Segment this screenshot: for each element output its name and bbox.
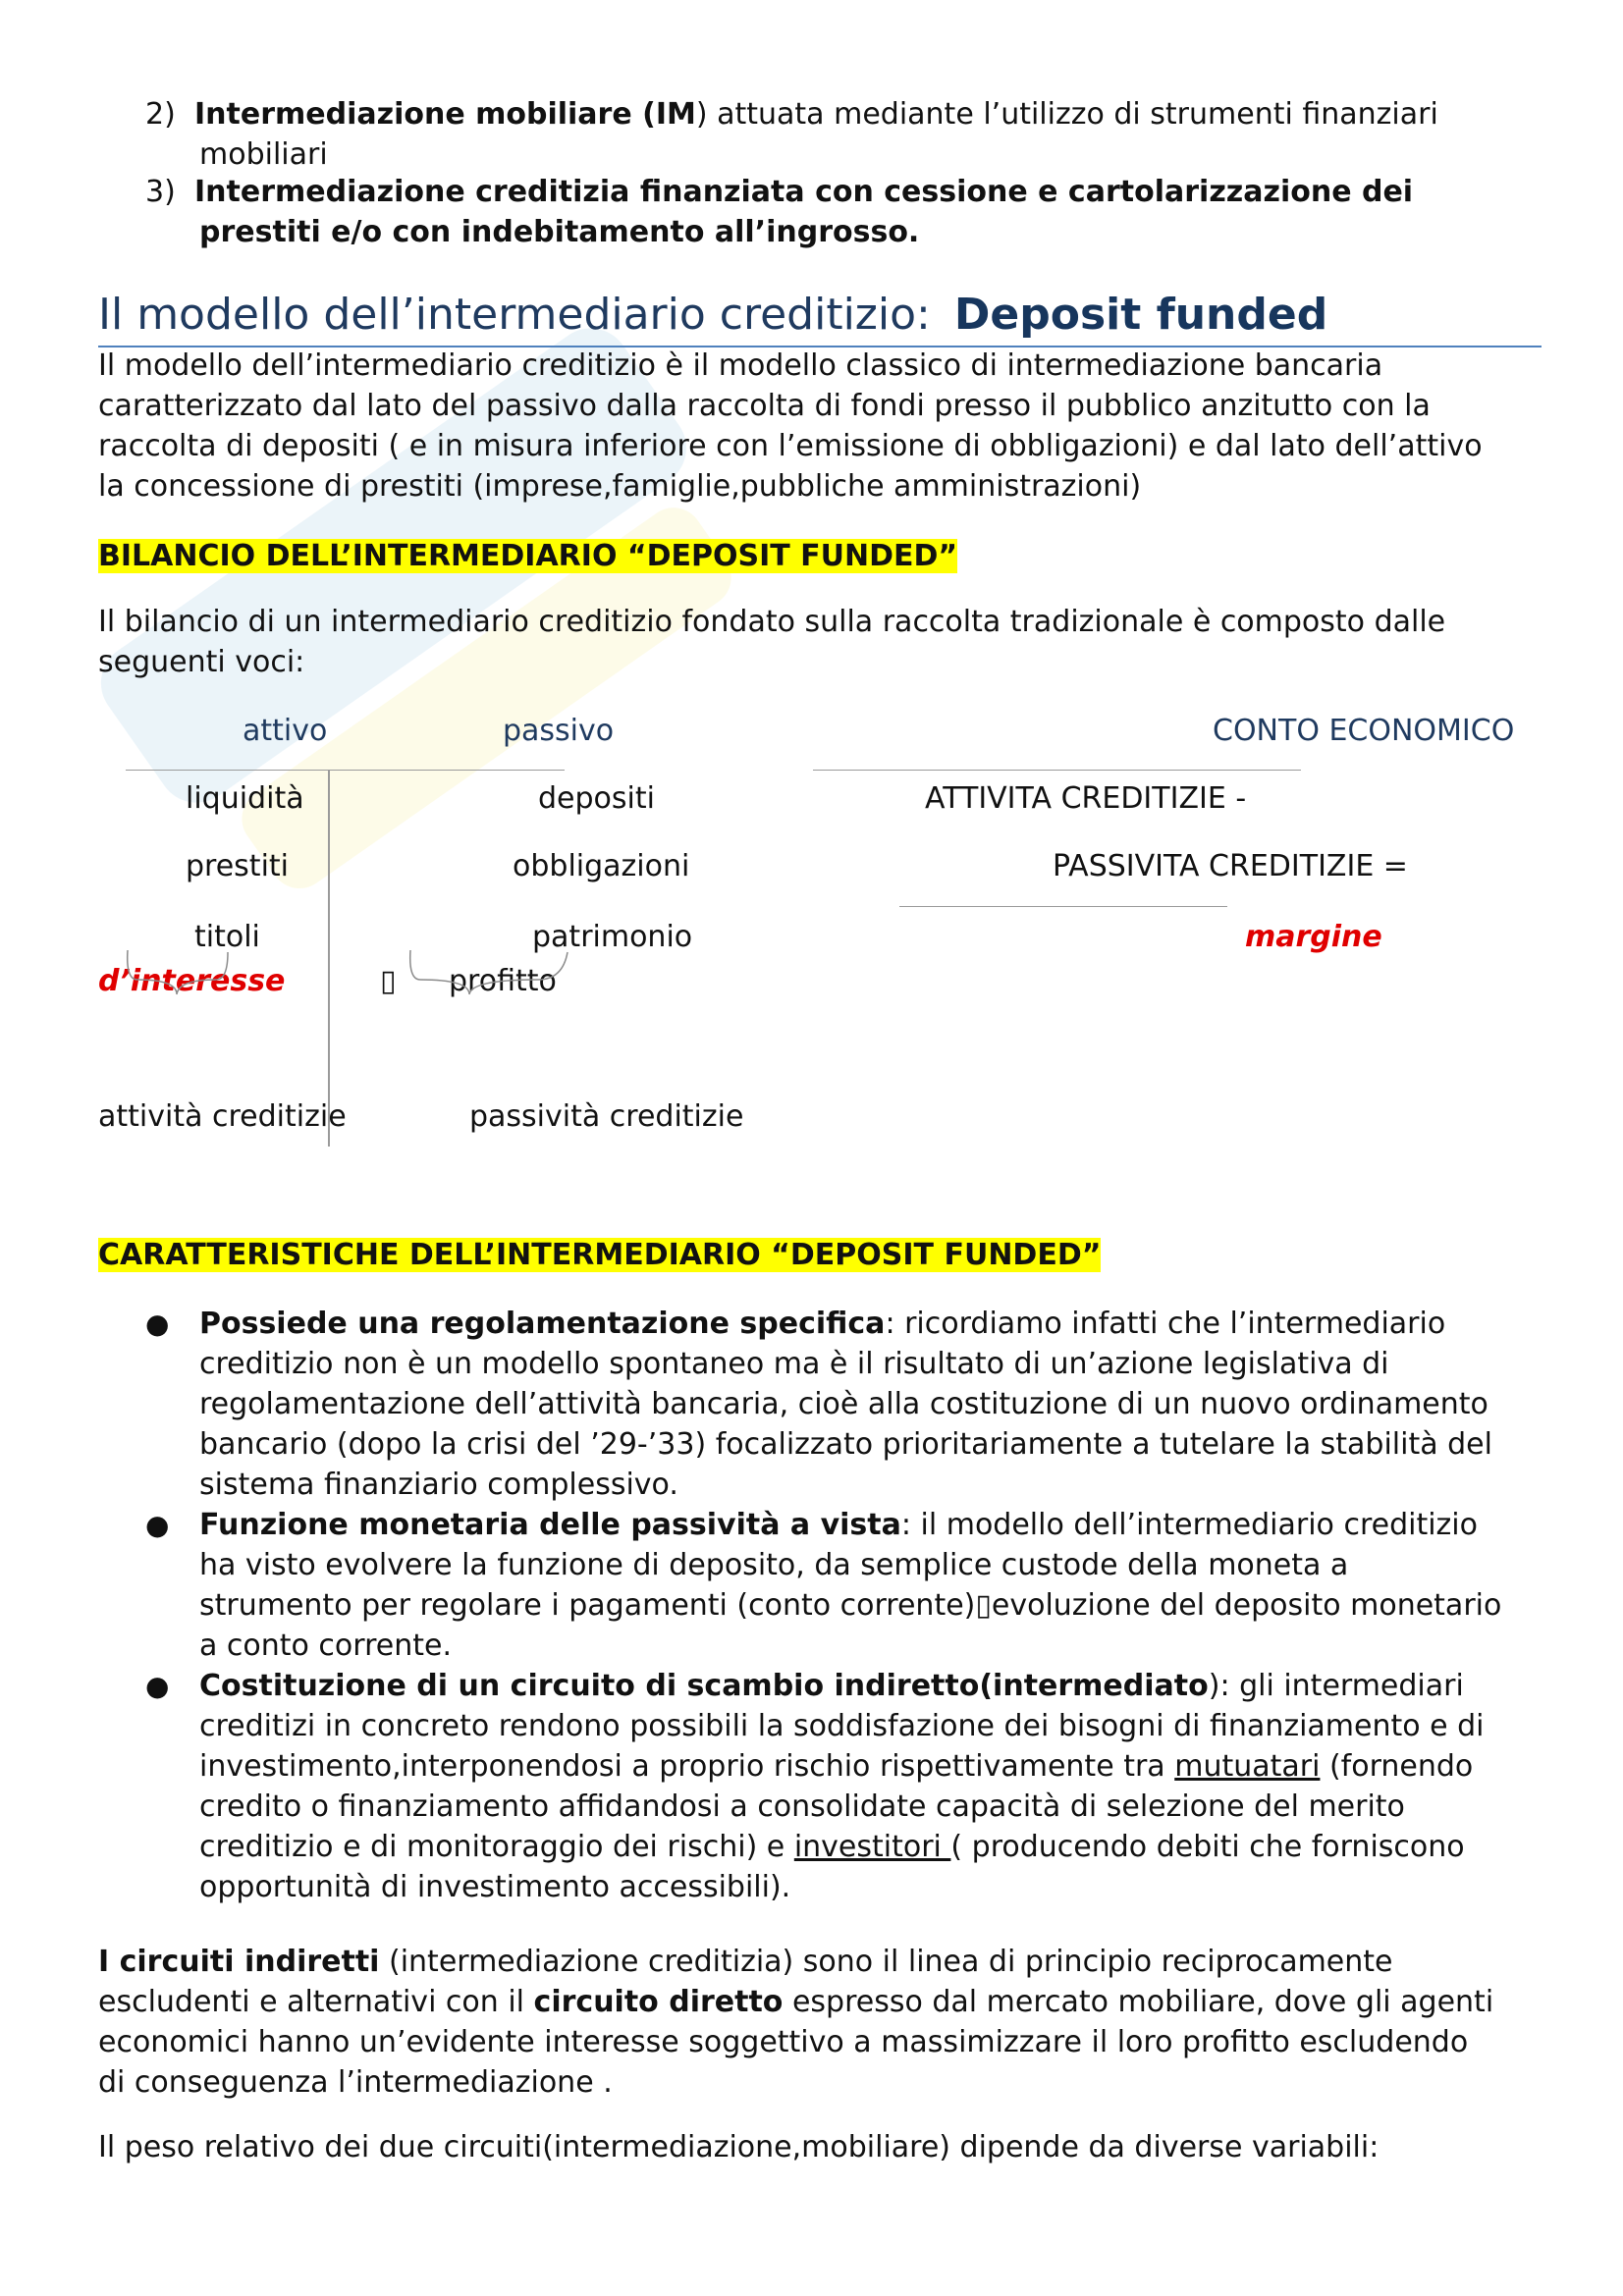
list-item-3: [145, 172, 1413, 212]
heading-bold: Deposit funded: [953, 290, 1328, 340]
bullet-bold: Costituzione di un circuito di scambio indiretto(intermediato: [199, 1669, 1209, 1703]
paragraph-peso-relativo: Il peso relativo dei due circuiti(intermediazione,mobiliare) dipende da diverse variabili:: [98, 2130, 1380, 2164]
intro-line: la concessione di prestiti (imprese,famiglie,pubbliche amministrazioni): [98, 469, 1142, 504]
bullet-icon: ●: [145, 1670, 170, 1702]
bullet-bold: Possiede una regolamentazione specifica: [199, 1307, 886, 1341]
item-patrimonio: patrimonio: [532, 920, 693, 954]
label-passivita-creditizie: passività creditizie: [469, 1099, 744, 1134]
bullet-line: ha visto evolvere la funzione di deposito, da semplice custode della moneta a: [199, 1548, 1349, 1582]
item-profitto: profitto: [449, 964, 557, 998]
para-text: (intermediazione creditizia) sono il linea di principio reciprocamente: [379, 1945, 1393, 1979]
intro-line: caratterizzato dal lato del passivo dalla raccolta di fondi presso il pubblico anzitutto con la: [98, 389, 1431, 423]
list-item-bold: Intermediazione creditizia finanziata con cessione e cartolarizzazione dei: [194, 175, 1414, 209]
bullet-line: investimento,interponendosi a proprio rischio rispettivamente tra: [199, 1749, 1175, 1784]
bullet-line: ( producendo debiti che forniscono: [950, 1830, 1465, 1864]
paragraph-circuiti: [98, 1942, 1561, 2103]
label-attivo: attivo: [243, 714, 328, 748]
highlighted-title: CARATTERISTICHE DELL’INTERMEDIARIO “DEPOSIT FUNDED”: [98, 1238, 1102, 1272]
para-bold: circuito diretto: [533, 1985, 784, 2019]
item-titoli: titoli: [194, 920, 260, 954]
ce-passivita-creditizie: PASSIVITA CREDITIZIE =: [1053, 849, 1408, 883]
para-text: economici hanno un’evidente interesse soggettivo a massimizzare il loro profitto escludendo: [98, 2025, 1469, 2059]
ce-d-interesse: d’interesse: [98, 964, 286, 998]
bullet-line: (fornendo: [1320, 1749, 1474, 1784]
bullet-bold: Funzione monetaria delle passività a vista: [199, 1508, 901, 1542]
bullet-line: creditizi in concreto rendono possibili la soddisfazione dei bisogni di finanziamento e di: [199, 1709, 1485, 1743]
t-account-vertical: [328, 770, 330, 1147]
list-item-bold: Intermediazione mobiliare (IM: [194, 97, 696, 132]
conto-economico-rule: [813, 770, 1301, 771]
label-attivita-creditizie: attività creditizie: [98, 1099, 347, 1134]
bilancio-intro-line: seguenti voci:: [98, 645, 305, 679]
label-conto-economico: CONTO ECONOMICO: [1213, 714, 1515, 748]
bullet-line: bancario (dopo la crisi del ’29-’33) focalizzato prioritariamente a tutelare la stabilità del: [199, 1427, 1492, 1462]
bullet-line: strumento per regolare i pagamenti (conto corrente)▯evoluzione del deposito monetario: [199, 1588, 1502, 1623]
para-text: di conseguenza l’intermediazione .: [98, 2065, 613, 2100]
item-depositi: depositi: [538, 781, 655, 816]
list-item-3-continued: prestiti e/o con indebitamento all’ingrosso.: [199, 215, 920, 249]
list-item-text: ) attuata mediante l’utilizzo di strumenti finanziari: [695, 97, 1438, 132]
ce-result-rule: [899, 906, 1227, 907]
bullet-item-regolamentazione: [199, 1304, 1554, 1505]
bullet-line: regolamentazione dell’attività bancaria, cioè alla costituzione di un nuovo ordinamento: [199, 1387, 1488, 1421]
bullet-line: opportunità di investimento accessibili).: [199, 1870, 791, 1904]
bullet-line: ): gli intermediari: [1208, 1669, 1464, 1703]
intro-line: Il modello dell’intermediario creditizio è il modello classico di intermediazione bancaria: [98, 348, 1383, 383]
para-text: escludenti e alternativi con il: [98, 1985, 534, 2019]
label-passivo: passivo: [503, 714, 615, 748]
bullet-item-funzione-monetaria: [199, 1505, 1554, 1666]
bullet-line: sistema finanziario complessivo.: [199, 1468, 678, 1502]
list-number: 3): [145, 175, 176, 209]
underlined-investitori: investitori: [793, 1830, 951, 1864]
section-title-bilancio: [98, 536, 957, 576]
bilancio-intro-line: Il bilancio di un intermediario creditizio fondato sulla raccolta tradizionale è composto dalle: [98, 605, 1446, 639]
ce-margine: margine: [1245, 920, 1382, 954]
bilancio-intro: [98, 602, 1551, 682]
bracket-left: [118, 940, 236, 1009]
section-title-caratteristiche: [98, 1235, 1101, 1275]
list-number: 2): [145, 97, 176, 132]
intro-line: raccolta di depositi ( e in misura inferiore con l’emissione di obbligazioni) e dal lato dell’attivo: [98, 429, 1483, 463]
bullet-line: a conto corrente.: [199, 1629, 452, 1663]
item-liquidita: liquidità: [186, 781, 304, 816]
highlighted-title: BILANCIO DELL’INTERMEDIARIO “DEPOSIT FUNDED”: [98, 539, 958, 573]
heading-plain: Il modello dell’intermediario creditizio:: [98, 290, 945, 340]
bullet-line: creditizio non è un modello spontaneo ma è il risultato di un’azione legislativa di: [199, 1347, 1389, 1381]
list-item-2-continued: mobiliari: [199, 137, 328, 172]
bullet-line: : ricordiamo infatti che l’intermediario: [885, 1307, 1446, 1341]
para-bold: I circuiti indiretti: [98, 1945, 380, 1979]
para-text: espresso dal mercato mobiliare, dove gli agenti: [783, 1985, 1494, 2019]
bullet-icon: ●: [145, 1509, 170, 1541]
ce-attivita-creditizie: ATTIVITA CREDITIZIE -: [925, 781, 1247, 816]
item-obbligazioni: obbligazioni: [513, 849, 690, 883]
bullet-line: : il modello dell’intermediario creditizio: [900, 1508, 1478, 1542]
section-heading: [98, 288, 1327, 343]
intro-paragraph: [98, 346, 1551, 507]
list-item-2: [145, 94, 1438, 134]
bullet-line: credito o finanziamento affidandosi a consolidate capacità di selezione del merito: [199, 1789, 1405, 1824]
box-glyph: ▯: [380, 964, 397, 998]
bracket-right: [401, 940, 577, 1009]
bullet-line: creditizio e di monitoraggio dei rischi) e: [199, 1830, 794, 1864]
t-account-horizontal: [126, 770, 565, 771]
bullet-icon: ●: [145, 1308, 170, 1340]
underlined-mutuatari: mutuatari: [1174, 1749, 1321, 1784]
bullet-item-circuito-indiretto: [199, 1666, 1554, 1907]
item-prestiti: prestiti: [186, 849, 289, 883]
